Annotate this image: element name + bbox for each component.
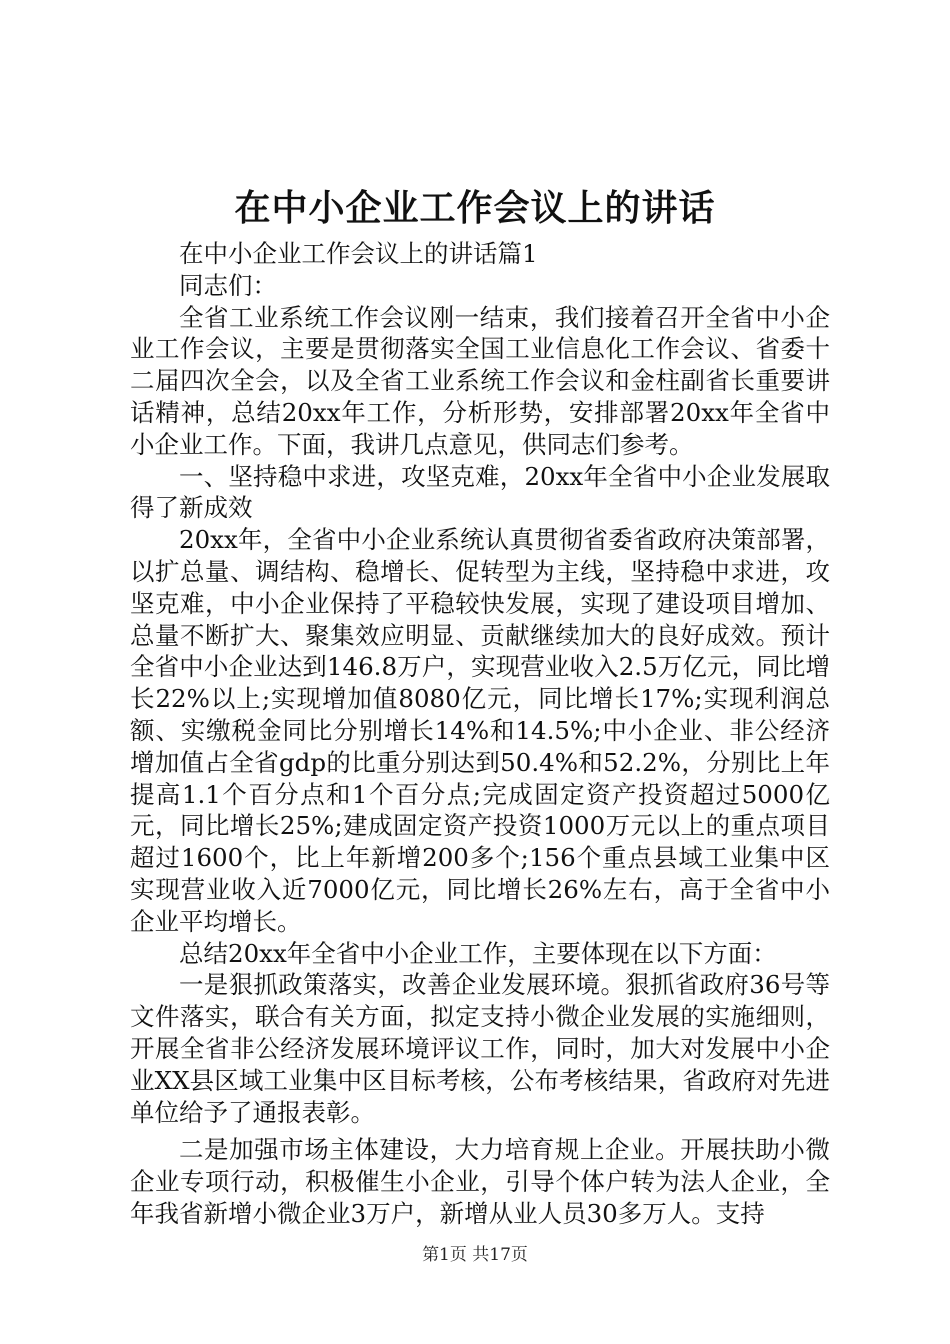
paragraph-aspects: 总结20xx年全省中小企业工作，主要体现在以下方面： [179,938,777,968]
document-title: 在中小企业工作会议上的讲话 [234,187,716,229]
salutation: 同志们： [179,270,277,300]
paragraph-policy: 一是狠抓政策落实，改善企业发展环境。狠抓省政府36号等文件落实，联合有关方面，拟定支持小微企业发展的实施细则，开展全省非公经济发展环境评议工作，同时，加大对发展中小企业XX县区域工业集中区目标考核，公布考核结果，省政府对先进单位给予了通报表彰。 [130,970,830,1127]
paragraph-intro: 全省工业系统工作会议刚一结束，我们接着召开全省中小企业工作会议，主要是贯彻落实全国工业信息化工作会议、省委十二届四次全会，以及全省工业系统工作会议和金柱副省长重要讲话精神，总结20xx年工作，分析形势，安排部署20xx年全省中小企业工作。下面，我讲几点意见，供同志们参考。 [130,302,830,459]
paragraph-summary: 20xx年，全省中小企业系统认真贯彻省委省政府决策部署，以扩总量、调结构、稳增长、促转型为主线，坚持稳中求进，攻坚克难，中小企业保持了平稳较快发展，实现了建设项目增加、总量不断扩大、聚集效应明显、贡献继续加大的良好成效。预计全省中小企业达到146.8万户，实现营业收入2.5万亿元，同比增长22%以上;实现增加值8080亿元，同比增长17%;实现利润总额、实缴税金同比分别增长14%和14.5%;中小企业、非公经济增加值占全省gdp的比重分别达到50.4%和52.2%，分别比上年提高1.1个百分点和1个百分点;完成固定资产投资超过5000亿元，同比增长25%;建成固定资产投资1000万元以上的重点项目超过1600个，比上年新增200多个;156个重点县域工业集中区实现营业收入近7000亿元，同比增长26%左右，高于全省中小企业平均增长。 [130,525,830,936]
heading-part-one: 一、坚持稳中求进，攻坚克难，20xx年全省中小企业发展取得了新成效 [130,461,830,523]
section-heading: 在中小企业工作会议上的讲话篇1 [179,239,538,268]
document-body [130,238,830,1230]
paragraph-market: 二是加强市场主体建设，大力培育规上企业。开展扶助小微企业专项行动，积极催生小企业，引导个体户转为法人企业，全年我省新增小微企业3万户，新增从业人员30多万人。支持 [130,1135,830,1228]
page-number: 第1页 共17页 [422,1245,528,1265]
